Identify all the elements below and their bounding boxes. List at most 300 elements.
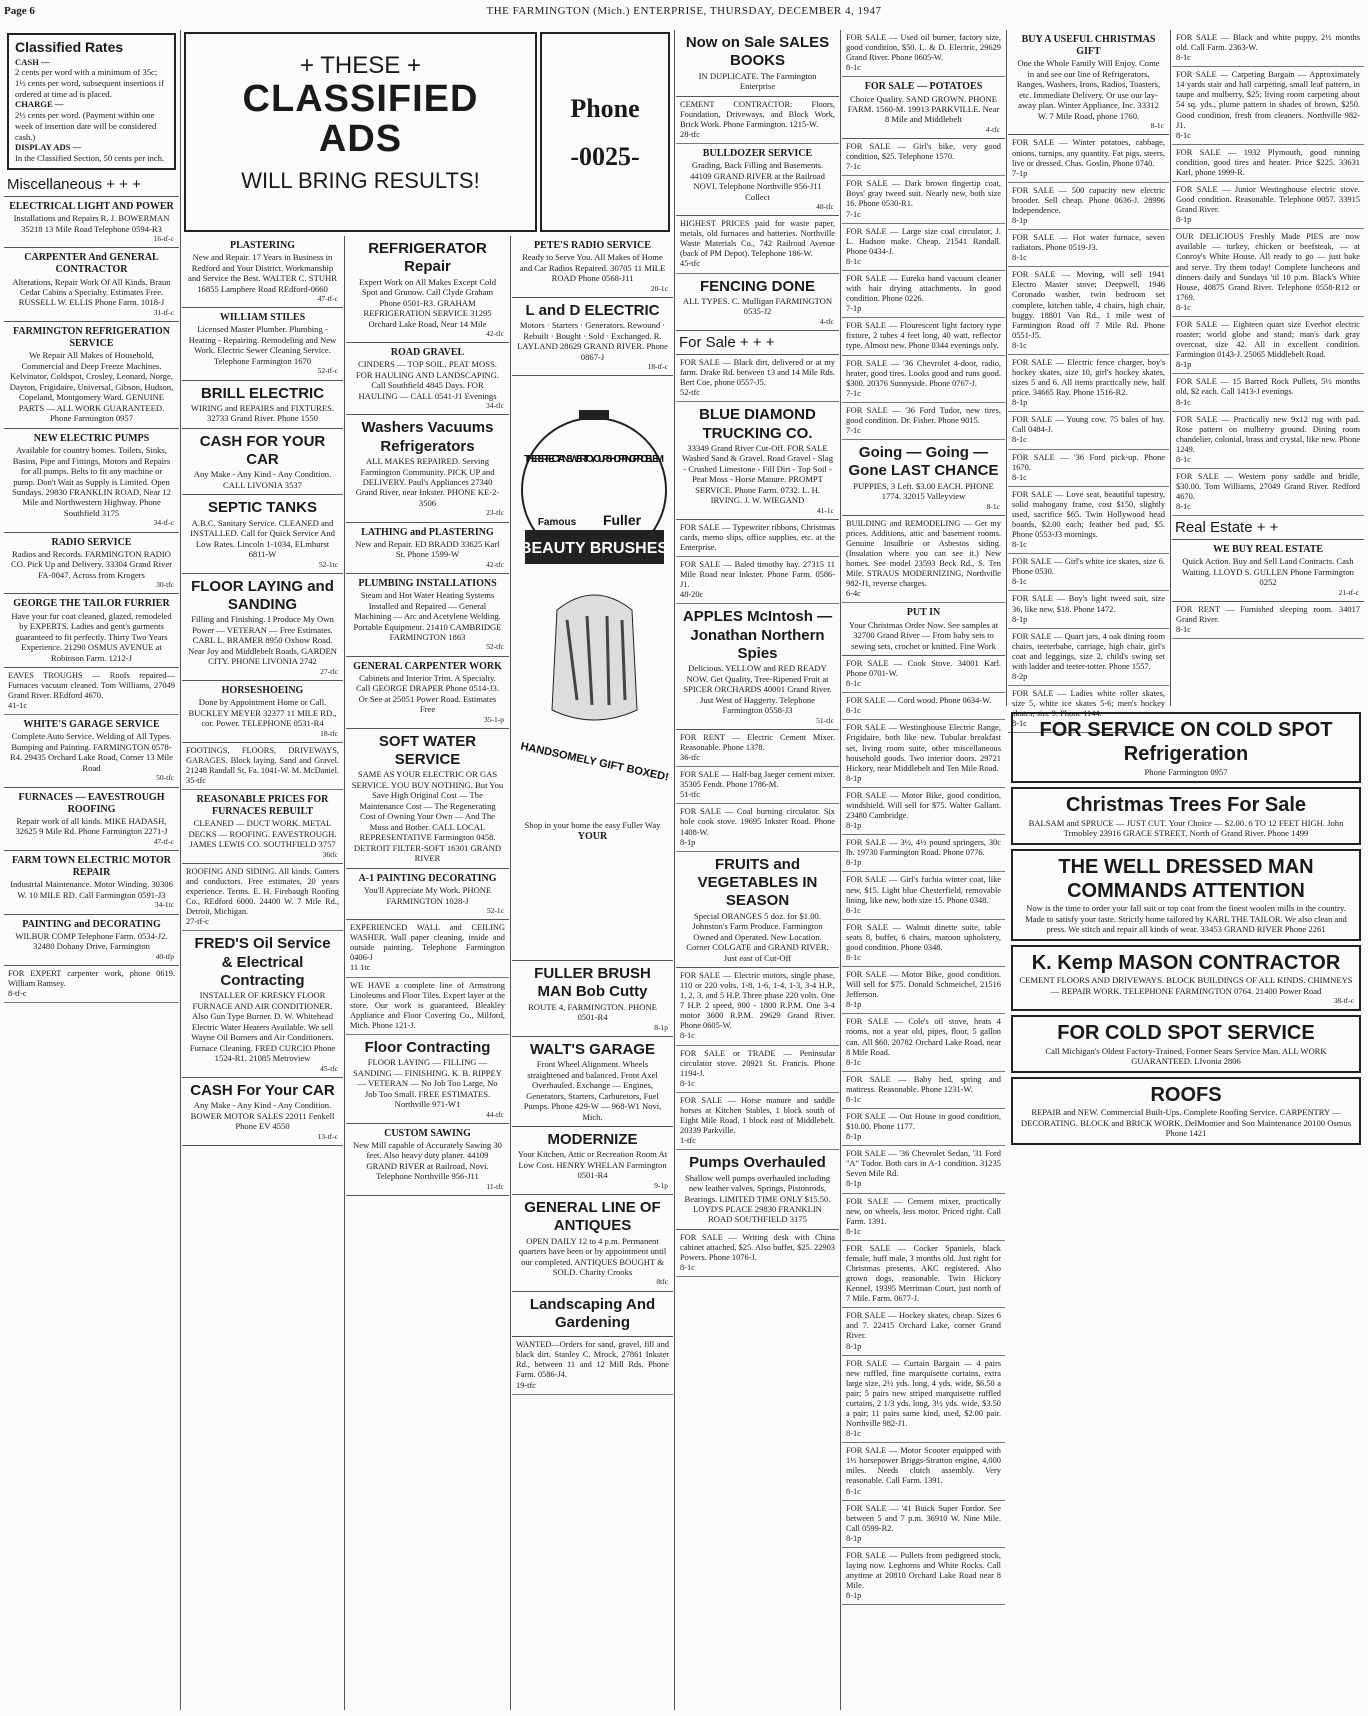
ad-body: FOR SALE — Black and white puppy, 2½ months old. Call Farm. 2363-W. — [1176, 33, 1360, 53]
ad-body: ROOFING AND SIDING. All kinds. Gutters and conductors. Free estimates, 20 years experience. Terms. E. H. Firebaugh Roofing Co., REdford 6000. 24400 W. 7 Mile Rd., Detroit, Michigan. — [186, 866, 339, 917]
ad-body: Expert Work on All Makes Except Cold Spot and Grunow. Call Clyde Graham Phone 0501-R3. GRAHAM REFRIGERATION SERVICE 31295 Orchard Lake Road, Near 14 Mile — [358, 276, 497, 329]
display-ad — [676, 30, 839, 97]
ad-code: 8-1c — [1012, 540, 1027, 550]
column-rule — [180, 30, 181, 1710]
column-5 — [676, 30, 839, 1710]
classified-listing — [1008, 183, 1169, 230]
display-ad — [4, 429, 179, 533]
ad-code: 8-1c — [1012, 435, 1027, 445]
masthead-title: THE FARMINGTON (Mich.) ENTERPRISE, THURSDAY, DECEMBER 4, 1947 — [486, 5, 882, 17]
ad-body: ROUTE 4, FARMINGTON. PHONE 0501-R4 — [528, 1001, 657, 1023]
ad-body: FOR SALE — Cocker Spaniels, black female, buff male, 3 months old. Just right for Christmas presents. AKC registered. Also grown dogs, reasonable. Twin Hickory Kennel, 19395 Merriman Court, just north of 7 Mile. Farm. 0677-J. — [846, 1243, 1001, 1304]
ad-body: FOR SALE — Writing desk with China cabinet attached, $25. Also buffet, $25. 22903 Powers. Phone 1076-J. — [680, 1232, 835, 1263]
classified-listing — [1008, 355, 1169, 412]
ad-code: 34-tfc — [486, 401, 504, 411]
classified-listing — [842, 30, 1005, 77]
masthead — [0, 0, 1368, 22]
ad-code: 4-tfc — [819, 316, 834, 326]
beauty-brushes-text: BEAUTY BRUSHES — [519, 540, 669, 558]
ad-body: New and Repair. 17 Years in Business in Redford and Your District. Workmanship and Service the Best. WALTER C. STUHR 16855 Lamphere Road REdford-0660 — [188, 252, 337, 294]
rates-line: DISPLAY ADS — — [15, 142, 82, 153]
phone-label: Phone — [570, 94, 640, 123]
ad-code: 8-1c — [846, 905, 861, 915]
ad-body: FOR SALE — '36 Chevrolet 4-door, radio, heater, good tires. Looks good and runs good. $300. 20376 Sunnyside. Phone 0767-J. — [846, 358, 1001, 388]
ad-code: 52-tfc — [680, 388, 700, 398]
display-ad — [512, 1127, 673, 1195]
classified-listing — [842, 720, 1005, 787]
classified-listing — [842, 139, 1005, 176]
ad-code: 8-1c — [846, 952, 861, 962]
ad-headline: SOFT WATER SERVICE — [378, 732, 477, 769]
display-ad — [346, 343, 509, 415]
ad-body: FOR SALE — Cement mixer, practically new, on wheels, less motor. Priced right. Call Farm. 1391. — [846, 1196, 1001, 1226]
ad-body: HIGHEST PRICES paid for waste paper, metals, old furnaces and batteries. Northville Waste Materials Co., 742 Railroad Avenue (back of PM Depot). Telephone 186-W. — [680, 219, 835, 259]
display-ads-column — [1008, 708, 1364, 1710]
display-ad — [346, 415, 509, 522]
ad-body: BALSAM and SPRUCE — JUST CUT. Your Choice — $2.00. 6 TO 12 FEET HIGH. John Trmobley 23916 GRACE STREET, North of Grand River. Phone 1499 — [1028, 817, 1344, 839]
ad-body: Any Make - Any Kind - Any Condition. BOWER MOTOR SALES 22011 Fenkell Phone EV 4550 — [190, 1100, 335, 1132]
page-number: Page 6 — [4, 5, 35, 17]
rates-line: 2½ cents per word. (Payment within one week of insertion date will be considered cash.) — [15, 110, 157, 142]
ad-body: Have your fur coat cleaned, glazed, remodeled by EXPERTS. Ladies and gent's garments guaranteed to fit perfectly. Thirty Two Years Experience. 21290 OSMUS AVENUE at Robinson Farm. 1212-J — [11, 610, 172, 663]
column-7 — [1008, 30, 1169, 729]
ad-code: 8-1p — [846, 1132, 862, 1142]
ad-headline: Washers Vacuums Refrigerators — [361, 419, 494, 455]
ad-code: 8-1p — [680, 837, 696, 847]
ad-body: Ready to Serve You. All Makes of Home and Car Radios Repaired. 30705 11 MILE ROAD Phone 0568-J11 — [519, 252, 666, 284]
classified-listing — [1172, 67, 1364, 145]
ornament-cap — [579, 410, 609, 420]
ad-code: 44-tfc — [486, 1109, 504, 1119]
ad-body: FOR SALE — '41 Buick Super Fordor. See between 5 and 7 p.m. 36910 W. Nine Mile. Call 0599-R2. — [846, 1503, 1001, 1533]
ad-body: 33349 Grand River Cut-Off. FOR SALE Washed Sand & Gravel. Road Gravel - Slag - Crushed Limestone - Fill Dirt - Top Soil - Peat Moss - Horse Manure. PROMPT SERVICE. Phone Farm. 0732. L. H. IRVING. J. W. WIEGAND — [681, 442, 834, 506]
display-ad — [1011, 1015, 1361, 1072]
ad-body: CINDERS — TOP SOIL. PEAT MOSS. FOR HAULING AND LANDSCAPING. Call Southfield 4845 Days. FOR HAULING — CALL 0541-J1 Evenings — [355, 359, 500, 401]
classified-listing — [842, 1109, 1005, 1146]
ad-body: FOR SALE — Coal burning circulator. Six hole cook stove. 19695 Inkster Road. Phone 1408-W. — [680, 807, 835, 837]
ad-headline: Floor Contracting — [364, 1038, 491, 1056]
display-ad — [4, 594, 179, 668]
ad-headline: REFRIGERATOR Repair — [368, 240, 487, 276]
ad-body: FOR SALE — Pullets from pedigreed stock, laying now. Leghorns and White Rocks. Call anytime at 20810 Orchard Lake Road near 8 Mile. — [846, 1550, 1001, 1591]
ad-body: FOR SALE — Walnut dinette suite, table seats 8, buffet, 6 chairs, maroon upholstery, good condition. Phone 0348. — [846, 922, 1001, 952]
ad-body: FOR SALE — Eureka hand vacuum cleaner with hair drying attachments. In good condition. Phone 0226. — [846, 273, 1001, 304]
ad-body: Licensed Master Plumber. Plumbing - Heating - Repairing. Remodeling and New Work. Electric Sewer Cleaning Service. Telephone Farmington 1670 — [188, 324, 337, 366]
banner-headline: CLASSIFIED — [242, 78, 479, 120]
ad-body: Phone Farmington 0957 — [1144, 766, 1228, 777]
ad-body: Filling and Finishing. I Produce My Own Power — VETERAN — Free Estimates. CARL L. BRAMER 8950 Oxbow Road. Near Joy and Middlebelt Roads, GARDEN CITY. PHONE LIVONIA 2742 — [188, 614, 337, 667]
classified-listing — [1008, 450, 1169, 487]
classified-listing — [182, 743, 343, 790]
section-heading-miscellaneous: Miscellaneous + + + — [4, 173, 179, 197]
ad-headline: BLUE DIAMOND TRUCKING CO. — [699, 406, 816, 442]
ad-body: FOR SALE — Half-bag Jaeger cement mixer. 35305 Fendt. Phone 1786-M. — [680, 770, 835, 790]
ad-code: 34-tf-c — [153, 518, 174, 528]
display-ad — [1011, 712, 1361, 783]
classified-listing — [842, 920, 1005, 967]
ad-body: FOR SALE — Ladies white roller skates, size 5, white ice skates 5-6; men's hockey skates, size 9. Phone 1144. — [1012, 689, 1165, 719]
ad-heading: CUSTOM SAWING — [384, 1127, 471, 1139]
display-ad — [1011, 1077, 1361, 1145]
display-ad — [512, 1292, 673, 1338]
section-heading: For Sale + + + — [676, 331, 839, 355]
ad-code: 31-tf-c — [153, 307, 174, 317]
ad-headline: FOR COLD SPOT SERVICE — [1057, 1022, 1315, 1045]
display-ad — [512, 236, 673, 298]
ad-body: FOR SALE — 500 capacity new electric brooder. Sell cheap. Phone 0636-J. 28996 Independence. — [1012, 185, 1165, 215]
ad-code: 8-1p — [846, 1000, 862, 1010]
ad-code: 52-1c — [486, 906, 504, 915]
ad-code: 51-tfc — [816, 715, 834, 725]
ad-heading: ROAD GRAVEL — [390, 347, 465, 359]
ad-code: 48-tfc — [816, 202, 834, 211]
ad-body: FOR SALE — Girl's fuchia winter coat, like new, $15. Light blue Chesterfield, removable lining, like new, both size 15. Phone 0348. — [846, 875, 1001, 905]
ad-code: 8-1c — [1176, 454, 1191, 464]
ad-body: FLOOR LAYING — FILLING — SANDING — FINISHING. K. B. RIPPEY — VETERAN — No Job Too Large, No Job Too Small. FREE ESTIMATES. Northville 971-W1 — [353, 1057, 502, 1110]
ad-body: Radios and Records. FARMINGTON RADIO CO. Pick Up and Delivery. 33304 Grand River FA-0047. Across from Krogers — [10, 548, 173, 580]
ad-body: FOR SALE — Used oil burner, factory size, good condition, $50. L. & D. Electric, 29629 Grand River. Phone 0605-W. — [846, 33, 1001, 63]
ad-code: 27-tfc — [320, 666, 338, 676]
ad-heading: FURNACES — EAVESTROUGH ROOFING — [18, 791, 165, 815]
ad-body: CEMENT FLOORS AND DRIVEWAYS. BLOCK BUILDINGS OF ALL KINDS. CHIMNEYS — REPAIR WORK. TELEPHONE FARMINGTON 0764. 21400 Power Road — [1019, 975, 1353, 996]
ad-code: 8-1c — [1176, 53, 1191, 63]
ad-body: FOR SALE — Westinghouse Electric Range, Frigidaire, both like new. Tubular breakfast set, living room suite, other miscellaneous household goods. Two interior doors. 29721 Hickory, near Middlebelt and Ten Mile Road. — [846, 723, 1001, 773]
ad-headline: Now on Sale SALES BOOKS — [685, 34, 830, 70]
ad-body: Available for country homes. Toilets, Sinks, Basins, Pipe and Fittings, Motors and Repairs for all pumps. Belts to fit any machine or pump. Don't Wait as Supply is Limited. Open Sundays. 29830 FRANKLIN ROAD, Near 12 Mile and Northwestern Highway. Phone Southfield 3175 — [12, 445, 171, 518]
classified-listing — [1172, 602, 1364, 639]
display-ad — [346, 1035, 509, 1124]
ad-body: CLEANED — DUCT WORK. METAL DECKS — ROOFING. EAVESTROUGH. JAMES LEWIS CO. SOUTHFIELD 3757 — [188, 818, 337, 850]
ad-body: SAME AS YOUR ELECTRIC OR GAS SERVICE. YOU BUY NOTHING. But You Save High Original Cost — The Maintenance Cost — The Regenerating Cost of Owning Your Own — And The Muss and Bother. CALL LOCAL REPRESENTATIVE Farmington 0458. DETROIT FILTER-SOFT 16301 GRAND RIVER — [351, 769, 504, 864]
ad-code: 8-1p — [1012, 614, 1028, 624]
classified-listing — [1172, 374, 1364, 411]
ad-body: A.B.C. Sanitary Service. CLEANED and INSTALLED. Call for Quick Service And Low Rates. Lincoln 1-1034, ELmhurst 6811-W — [190, 517, 335, 560]
ad-code: 36-tfc — [680, 753, 700, 763]
ad-body: FOR SALE — Hockey skates, cheap. Sizes 6 and 7. 22415 Orchard Lake, corner Grand River. — [846, 1311, 1001, 1341]
display-ad — [512, 1195, 673, 1292]
ad-body: FOR SALE — Girl's bike, very good condition, $25. Telephone 1570. — [846, 142, 1001, 162]
classified-listing — [1172, 229, 1364, 317]
ad-code: 8-1c — [846, 706, 861, 716]
ad-code: 47-tf-c — [317, 294, 338, 304]
display-ad — [512, 298, 673, 376]
headline-text: THE PERFECT ANSWER TO YOUR SHOPPING PROBLEM — [524, 454, 664, 466]
ad-headline: ROOFS — [1150, 1083, 1222, 1106]
classified-listing — [1172, 412, 1364, 469]
column-rule — [840, 30, 841, 1710]
classified-listing — [1008, 412, 1169, 449]
ad-body: FOR SALE — Baled timothy hay. 27315 11 Mile Road near Inkster. Phone Farm. 0586-J1. — [680, 560, 835, 590]
ad-code: 52-tfc — [486, 642, 504, 652]
ad-body: WANTED—Orders for sand, gravel, fill and black dirt. Stanley C. Mrock, 27861 Inkster Rd., between 11 and 12 Mill Rds. Phone Farm. 0586-J4. — [516, 1340, 669, 1380]
ad-headline: BRILL ELECTRIC — [200, 384, 325, 402]
ad-body: You'll Appreciate My Work. PHONE FARMINGTON 1028-J — [363, 885, 492, 906]
ad-code: 8-1c — [1012, 719, 1027, 729]
ad-code: 18-tfc — [320, 728, 338, 738]
ad-code: 7-1p — [1012, 168, 1028, 178]
ad-code: 8-1c — [846, 256, 861, 266]
display-ad — [182, 574, 343, 681]
ad-body: FOR SALE — Black dirt, delivered or at my farm. Drake Rd. between 13 and 14 Mile Rds. Bert Coe, phone 0557-J5. — [680, 357, 835, 388]
ad-code: 8-1c — [846, 1057, 861, 1067]
ad-heading: WHITE'S GARAGE SERVICE — [23, 719, 160, 731]
ad-body: Industrial Maintenance. Motor Winding. 30306 W. 10 MILE RD. Call Farmington 0591-J3 — [10, 879, 173, 900]
ad-code: 8-1c — [680, 1078, 695, 1088]
ad-body: ALL TYPES. C. Mulligan FARMINGTON 0535-J2 — [682, 295, 833, 317]
ad-code: 19-tfc — [516, 1380, 536, 1390]
ad-code: 8-1c — [1012, 253, 1027, 263]
ad-headline: CASH FOR YOUR CAR — [199, 432, 326, 469]
display-ad — [346, 657, 509, 729]
ad-heading: PUT IN — [906, 607, 941, 619]
ad-code: 8-1c — [680, 1031, 695, 1041]
ad-code: 50-tfc — [156, 773, 174, 783]
ad-code: 7-1c — [846, 388, 861, 398]
classified-listing — [1008, 135, 1169, 182]
display-ad — [346, 236, 509, 343]
ad-headline: Christmas Trees For Sale — [1065, 794, 1307, 817]
display-ad — [4, 248, 179, 322]
ad-body: Installations and Repairs R. J. BOWERMAN 35218 13 Mile Road Telephone 0594-R3 — [13, 213, 170, 234]
column-4 — [512, 236, 673, 1710]
ad-heading: REASONABLE PRICES FOR FURNACES REBUILT — [196, 793, 329, 818]
ad-body: FOR SALE — Out House in good condition, $10.00. Phone 1177. — [846, 1111, 1001, 1132]
ad-heading: WE BUY REAL ESTATE — [1212, 544, 1324, 556]
column-6 — [842, 30, 1005, 1710]
ad-body: FOR SALE — Typewriter ribbons, Christmas cards, memo slips, office supplies, etc. at the Enterprise. — [680, 522, 835, 553]
classified-listing — [676, 767, 839, 804]
ad-code: 51-tfc — [680, 790, 700, 800]
ad-code: 45-tfc — [320, 1063, 338, 1073]
ad-body: FOR RENT — Electric Cement Mixer. Reasonable. Phone 1378. — [680, 732, 835, 752]
ad-body: REPAIR and NEW. Commercial Built-Ups. Complete Roofing Service. CARPENTRY — DECORATING. BLOCK and BRICK WORK. DelMontier and Son Maintenance 20100 Osmus Phone 1421 — [1020, 1107, 1352, 1139]
classified-listing — [512, 1337, 673, 1394]
classified-listing — [842, 356, 1005, 403]
ad-code: 8-1c — [1176, 625, 1191, 635]
column-rule — [344, 236, 345, 1710]
ad-code: 8-1c — [846, 1226, 861, 1236]
ad-body: Complete Auto Service. Welding of All Types. Bumping and Painting. FARMINGTON 0578-R4. 29435 Orchard Lake Road, Corner 13 Mile Road — [9, 731, 173, 773]
classified-listing — [676, 730, 839, 767]
ad-body: OPEN DAILY 12 to 4 p.m. Permanent quarters have been or by appointment until our completed. ANTIQUES BOUGHT & SOLD. Charity Crooks — [518, 1235, 667, 1277]
display-ad — [182, 681, 343, 743]
display-ad — [676, 402, 839, 520]
classified-listing — [842, 967, 1005, 1014]
display-ad — [4, 851, 179, 914]
ad-body: FOR EXPERT carpenter work, phone 0619. William Ramsey. — [8, 968, 175, 988]
ad-code: 8-1p — [1012, 215, 1028, 225]
classified-listing — [676, 97, 839, 144]
ad-headline: GENERAL LINE OF ANTIQUES — [524, 1198, 661, 1235]
ad-body: Grading, Back Filling and Basements. 44109 GRAND RIVER at the Railroad NOVI. Telephone Northville 956-J11 Collect — [690, 160, 825, 202]
classified-listing — [842, 516, 1005, 604]
classified-listing — [1008, 487, 1169, 554]
ad-headline: FLOOR LAYING and SANDING — [191, 577, 334, 614]
ad-body: FOR SALE — Western pony saddle and bridle, $30.00. Tom Williams, 27049 Grand River. Redford 4670. — [1176, 471, 1360, 502]
classified-listing — [1008, 230, 1169, 267]
ad-body: FOR SALE — Quart jars, 4 oak dining room chairs, teeterbabe, carriage, high chair, girl's coat and leggings, size 2, child's swing set with ladder and teeter-totter. Phone 1557. — [1012, 631, 1165, 671]
ad-body: FOR SALE — Winter potatoes, cabbage, onions, turnips, any quantity. Fat pigs, steers, live or dressed. Chas. Goslin, Phone 0740. — [1012, 138, 1165, 168]
classified-listing — [842, 872, 1005, 919]
ad-code: 45-tfc — [680, 259, 700, 269]
shop-text: Shop in your home the easy Fuller Way — [524, 820, 661, 831]
ad-headline: FRED'S Oil Service & Electrical Contracting — [194, 935, 331, 990]
ad-body: FOR SALE — 1932 Plymouth, good running condition, good tires and heater. Price $225. 33631 Karl, phone 1999-R. — [1176, 147, 1360, 177]
ad-body: FOR SALE — Electric motors, single phase, 110 or 220 volts, 1-8, 1-6, 1-4, 1-3, 3-4 H.P., 1, 2, 3, and 5 H.P. Three phase 220 volts. One 7 H.P. 2 speed, 900 - 1800 R.P.M. One 3-4 motor 3600 R.P.M. 29629 Grand River. Phone 0605-W. — [680, 970, 835, 1031]
ad-code: 8-1c — [1176, 502, 1191, 512]
display-ad — [182, 429, 343, 496]
ad-body: FOR SALE — Boy's light tweed suit, size 36, like new, $18. Phone 1472. — [1012, 594, 1165, 614]
display-ad — [4, 197, 179, 248]
ad-body: FOOTINGS, FLOORS, DRIVEWAYS, GARAGES. Block laying. Sand and Gravel. 21248 Randall St. Fa. 1041-W. M. McDaniel. — [186, 745, 339, 775]
classified-listing — [676, 557, 839, 604]
classified-listing — [842, 656, 1005, 693]
phone-number: -0025- — [570, 142, 640, 171]
classified-listing — [1172, 30, 1364, 67]
ad-code: 8tfc — [656, 1277, 668, 1287]
display-ad — [676, 274, 839, 331]
ad-code: 8-1p — [1012, 398, 1028, 408]
ad-body: Delicious. YELLOW and RED READY NOW. Get Quality, Tree-Ripened Fruit at SPICER ORCHARDS 40001 Grand River. Just West of Haggerty. Telephone Farmington 0558-J3 — [683, 663, 832, 716]
ad-code: 8-1c — [986, 501, 1000, 511]
classified-listing — [346, 978, 509, 1035]
ad-code: 8-1c — [1012, 340, 1027, 350]
ad-code: 9-1p — [654, 1180, 668, 1190]
display-ad — [182, 236, 343, 308]
ad-body: FOR SALE — Girl's white ice skates, size 6. Phone 0530. — [1012, 557, 1165, 577]
classified-listing — [842, 1072, 1005, 1109]
ad-headline: K. Kemp MASON CONTRACTOR — [1031, 951, 1341, 974]
display-ad — [1172, 540, 1364, 602]
ad-headline: FRUITS and VEGETABLES IN SEASON — [697, 855, 818, 910]
ad-body: FOR SALE — 15 Barred Rock Pullets, 5½ months old, $2 each. Call 1413-J evenings. — [1176, 377, 1360, 397]
classified-listing — [842, 318, 1005, 355]
classified-listing — [842, 403, 1005, 440]
classified-listing — [842, 1308, 1005, 1355]
ad-body: FOR SALE — '36 Chevrolet Sedan, '31 Ford "A" Tudor. Both cars in A-1 condition. 31235 Seven Mile Rd. — [846, 1149, 1001, 1179]
ad-code: 8-1c — [846, 1486, 861, 1496]
ad-body: FOR SALE — Practically new 9x12 rug with pad. Rose pattern on mulberry ground. Dining room chandelier, colonial, brass and crystal, like new. Phone 1249. — [1176, 414, 1360, 454]
column-2 — [182, 236, 343, 1710]
rates-line: 2 cents per word with a minimum of 35c; 1½ cents per word, subsequent insertions if ordered at time ad is placed. — [15, 67, 164, 99]
ad-body: FOR SALE or TRADE — Peninsular circulator stove. 20921 St. Francis. Phone 1194-J. — [680, 1048, 835, 1078]
ad-code: 11-tfc — [486, 1181, 504, 1191]
ad-body: WE HAVE a complete line of Armstrong Linoleums and Floor Tiles. Expert layer at the store. Our work is guaranteed. Bleakley Appliance and Floor Covering Co., Milford, Mich. Phone 121-J. — [350, 980, 505, 1030]
display-ad — [182, 381, 343, 429]
ad-heading: BULLDOZER SERVICE — [702, 147, 813, 159]
ad-body: FOR SALE — Large size coal circulator, J. L. Hudson make. Cheap. 21541 Randall. Phone 0434-J. — [846, 226, 1001, 256]
ad-code: 8-1c — [846, 1429, 861, 1439]
ad-code: 21-tf-c — [1338, 587, 1359, 597]
ad-code: 11 1tc — [350, 963, 371, 973]
fuller-brush-ad — [512, 376, 673, 961]
ad-body: IN DUPLICATE. The Farmington Enterprise — [698, 70, 817, 92]
fuller-logo-text: Fuller — [602, 512, 642, 529]
ad-code: 8-1p — [846, 773, 862, 783]
banner-headline: ADS — [318, 117, 403, 160]
ad-body: BUILDING and REMODELING — Get my prices. Additions, attic and basement rooms. Genuine Insulbrie or Asbestos siding. (Insulation where you can see it.) New homes. See model 23593 Beck Rd., S. Ten Mile. STRAUS MODERNIZING, Northville 982-J1, reverse charges. — [846, 518, 1001, 589]
ad-code: 52-1tc — [318, 559, 338, 569]
display-ad — [182, 495, 343, 573]
ad-heading: FARMINGTON REFRIGERATION SERVICE — [13, 326, 170, 350]
classified-listing — [842, 1501, 1005, 1548]
display-ad — [1011, 945, 1361, 1012]
ad-body: FOR SALE — Motor Scooter equipped with 1½ horsepower Briggs-Stratton engine, 4,000 miles. Needs clutch assembly. Very reasonable. Call Farm. 1391. — [846, 1446, 1001, 1486]
rates-line: CASH — — [15, 56, 50, 67]
ad-code: 1-tfc — [680, 1136, 696, 1146]
your-text: YOUR — [577, 830, 608, 842]
phone-box — [540, 32, 670, 232]
ad-code: 13-tf-c — [317, 1131, 338, 1141]
ad-code: 47-tf-c — [153, 836, 174, 846]
ad-heading: PLUMBING INSTALLATIONS — [358, 577, 497, 589]
display-ad — [346, 869, 509, 920]
ad-body: FOR SALE — Motor Bike, good condition. Will sell for $75. Donald Schmeichel, 21516 Jefferson. — [846, 970, 1001, 1000]
display-ad — [1011, 787, 1361, 844]
classified-listing — [676, 804, 839, 851]
classified-ads-banner — [184, 32, 537, 232]
ad-body: Steam and Hot Water Heating Systems Installed and Repaired — General Machining — Arc and Acetylene Welding. Portable Equipment. 21410 CAMBRIDGE FARMINGTON 1863 — [353, 590, 502, 642]
ad-heading: PAINTING and DECORATING — [22, 918, 161, 930]
ad-body: FOR SALE — '36 Ford Tudor, new tires, good condition. Dr. Fisher. Phone 9015. — [846, 405, 1001, 425]
ad-body: EXPERIENCED WALL and CEILING WASHER. Wall paper cleaning, inside and outside painting. Telephone Farmington 0406-J — [350, 923, 505, 963]
ad-headline: Landscaping And Gardening — [529, 1295, 656, 1331]
classified-listing — [676, 1046, 839, 1093]
ad-body: FOR SALE — Cole's oil stove, heats 4 rooms, not a year old, pipes, floor, 5 gallon can. All $60. 20782 Orchard Lake Road, near 8 Mile Road. — [846, 1017, 1001, 1057]
ad-heading: A-1 PAINTING DECORATING — [358, 872, 497, 884]
ad-code: 16-tf-c — [153, 234, 174, 243]
ad-code: 48-20c — [680, 590, 704, 600]
ad-headline: Going — Going — Gone LAST CHANCE — [848, 444, 999, 480]
rates-line: CHARGE — — [15, 99, 64, 110]
rates-title: Classified Rates — [15, 39, 124, 55]
ad-code: 52-tf-c — [317, 366, 338, 376]
ad-code: 8-1c — [680, 1263, 695, 1273]
display-ad — [842, 440, 1005, 516]
ad-code: 27-tf-c — [186, 917, 209, 927]
ad-body: New and Repair. ED BRADD 33625 Karl St. Phone 1599-W — [355, 538, 500, 560]
ad-heading: LATHING and PLASTERING — [361, 526, 494, 538]
ad-heading: WILLIAM STILES — [219, 312, 306, 324]
ad-body: OUR DELICIOUS Freshly Made PIES are now available — turkey, chicken or beefsteak, — at Conroy's White House. All ready to go — just bake and serve. Try them today! Complete luncheons and dinners daily and Sundays 'til 10 p.m. Black's White House, 40875 Grand River. Telephone 0558-R12 or 1769. — [1176, 232, 1360, 302]
classified-listing — [676, 520, 839, 557]
classified-listing — [1172, 469, 1364, 516]
classified-listing — [842, 1356, 1005, 1444]
ad-heading: FOR SALE — POTATOES — [864, 81, 983, 93]
ad-body: PUPPIES, 3 Left. $3.00 EACH. PHONE 1774. 32015 Valleyview — [853, 480, 994, 502]
ad-heading: ELECTRICAL LIGHT AND POWER — [9, 200, 174, 212]
display-ad — [676, 144, 839, 216]
ad-code: 34-1tc — [154, 900, 174, 910]
ad-body: FOR SALE — Love seat, beautiful tapestry, solid mahogany frame, cost $150, slightly used, sacrifice $65. Twin Hollywood head boards, $2.00 each; feather bed pad, $5. Phone 0553-J3 mornings. — [1012, 489, 1165, 540]
column-3 — [346, 236, 509, 1710]
display-ad — [1008, 30, 1169, 135]
classified-listing — [842, 1241, 1005, 1308]
ad-code: 38-tf-c — [1333, 996, 1354, 1006]
ad-body: Front Wheel Alignment. Wheels straightened and balanced. Front Axel Overhauled. Exchange — Engines, Generators, Starters, Carburetors, Fuel Pumps. Phone 429-W — 968-W1 Novi, Mich. — [523, 1059, 662, 1122]
fuller-brush-illustration — [517, 380, 672, 820]
ad-headline: Pumps Overhauled — [689, 1154, 826, 1172]
display-ad — [182, 790, 343, 864]
classified-listing — [676, 216, 839, 273]
ad-body: FOR SALE — Hot water furnace, seven radiators. Phone 0519-J3. — [1012, 233, 1165, 253]
classified-listing — [676, 1093, 839, 1150]
ad-body: Now is the time to order your fall suit or top coat from the finest woolen mills in the country. Made to satisfy your taste. Strictly home tailored by KARL THE TAILOR. We also clean and press. We stitch and repair all kinds of wear. 33453 GRAND RIVER Phone 2261 — [1025, 903, 1347, 935]
ad-code: 7-1c — [846, 209, 861, 219]
rates-line: In the Classified Section, 50 cents per inch. — [15, 153, 165, 164]
ad-body: FOR SALE — Curtain Bargain — 4 pairs new ruffled, fine marquisette curtains, extra large size, 2½ yds. long, 4 yds. wide, $6.50 a pair; 5 pairs new striped marquisette ruffled curtains, 2 1/3 yds. long, 3½ yds. wide, $3.50 a pair; 11 pairs same kind, used, $2.00 pair. Northville 982-J1. — [846, 1358, 1001, 1429]
ad-code: 4-tfc — [985, 124, 1000, 134]
